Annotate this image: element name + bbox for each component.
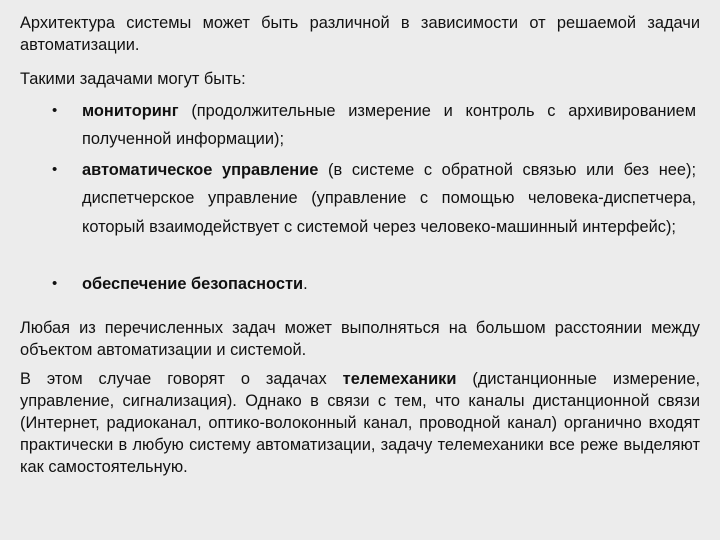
paragraph-telemechanics	[20, 368, 700, 478]
bullet-icon: •	[52, 102, 58, 119]
list-item-text	[82, 270, 696, 298]
term-telemechanics: телемеханики	[342, 370, 457, 388]
list-item-text	[82, 156, 696, 241]
list-item-rest: (в системе с обратной связью или без нее); диспетчерское управление (управление с помощью человека-диспетчера, который взаимодействует с системой через человеко-машинный интерфейс);	[82, 161, 696, 236]
bullet-icon: •	[52, 275, 58, 292]
telemechanics-rest: (дистанционные измерение, управление, сигнализация). Однако в связи с тем, что каналы дистанционной связи (Интернет, радиоканал, оптико-волоконный канал, проводной канал) органично входят практически в любую систему автоматизации, задачу телемеханики все реже выделяют как самостоятельную.	[20, 370, 701, 476]
paragraph-distance: Любая из перечисленных задач может выполняться на большом расстоянии между объектом автоматизации и системой.	[20, 319, 700, 359]
term-automatic-control: автоматическое управление	[82, 161, 319, 179]
term-monitoring: мониторинг	[82, 102, 179, 120]
paragraph-tasks-intro: Такими задачами могут быть:	[20, 70, 246, 88]
term-safety: обеспечение безопасности	[82, 275, 304, 293]
list-item-rest: (продолжительные измерение и контроль с архивированием полученной информации);	[82, 102, 696, 149]
telemechanics-intro: В этом случае говорят о задачах	[20, 370, 343, 388]
list-item-text	[82, 97, 696, 154]
paragraph-architecture: Архитектура системы может быть различной в зависимости от решаемой задачи автоматизации.	[20, 14, 700, 54]
list-item-rest: .	[303, 275, 308, 293]
bullet-icon: •	[52, 161, 58, 178]
